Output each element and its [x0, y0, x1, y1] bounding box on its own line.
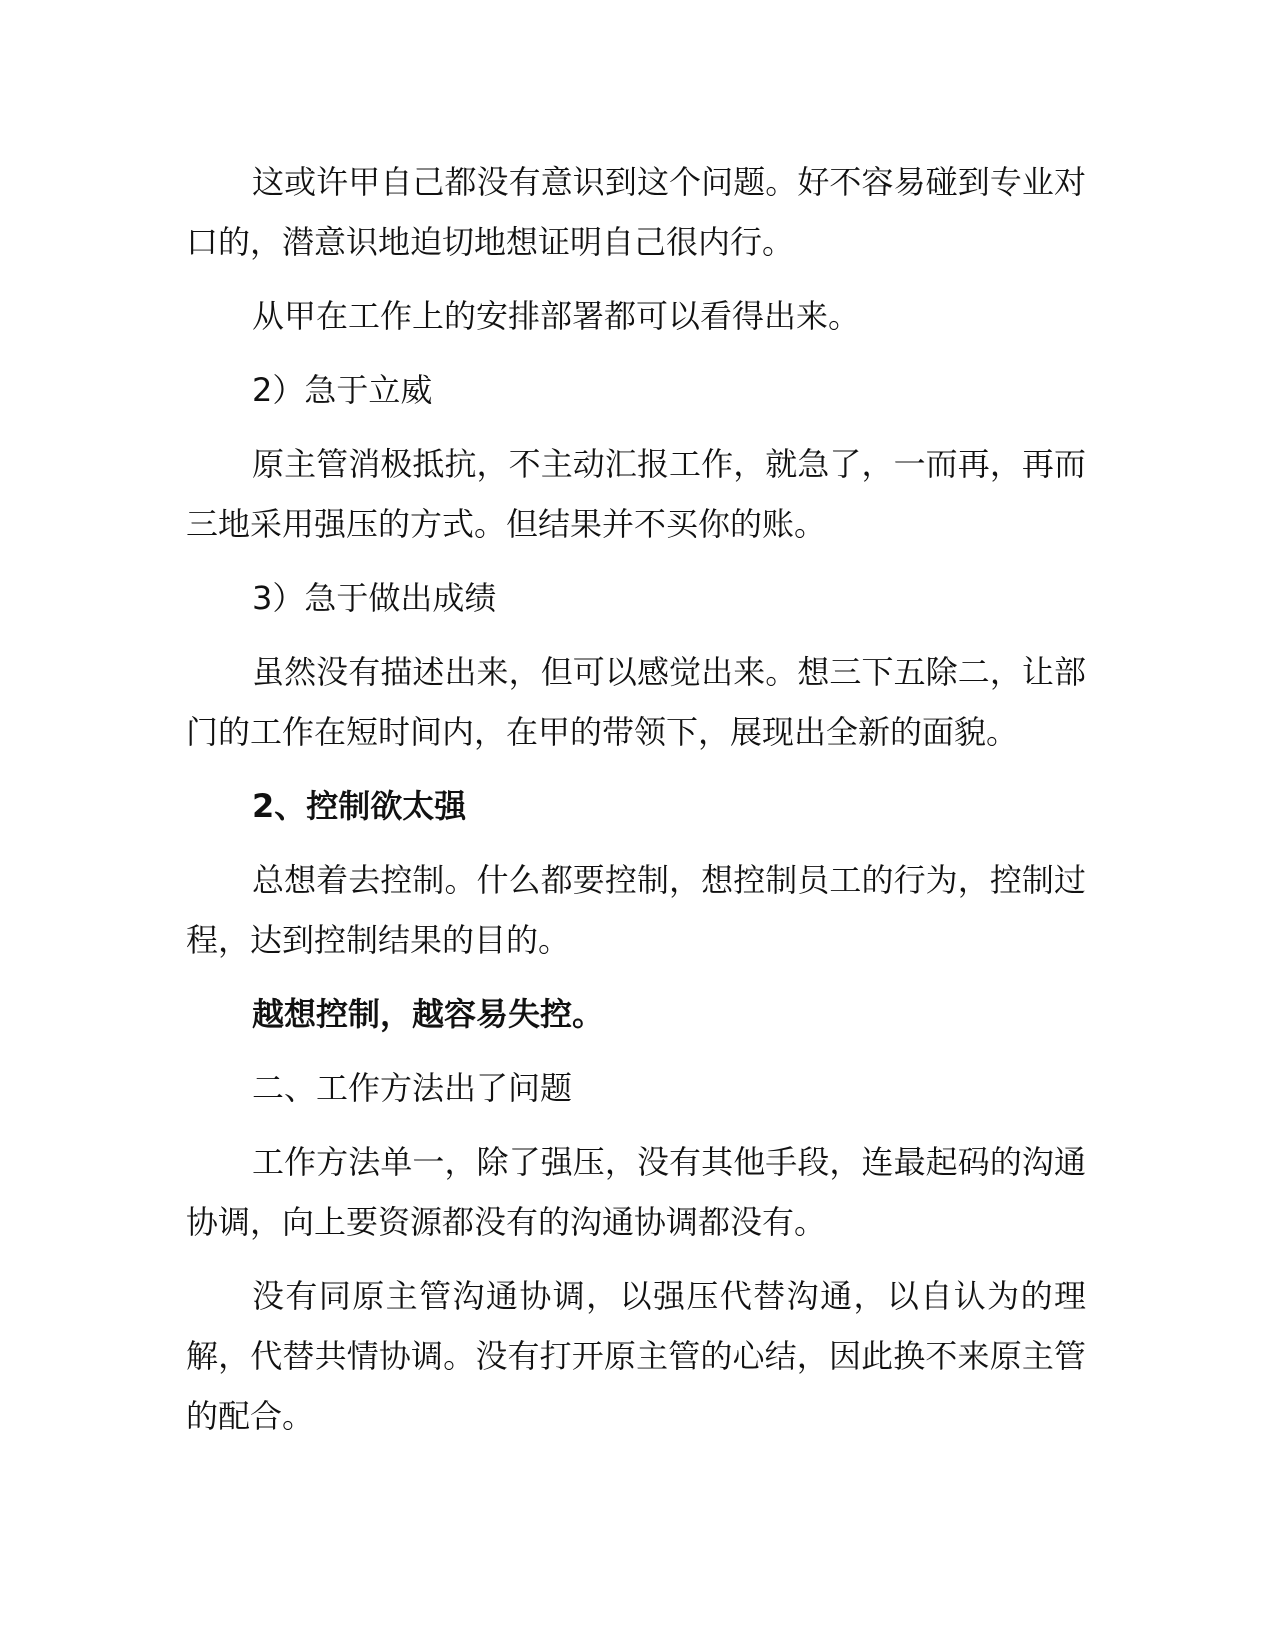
paragraph: 虽然没有描述出来，但可以感觉出来。想三下五除二，让部门的工作在短时间内，在甲的带领下，展现出全新的面貌。: [186, 653, 1086, 751]
section-heading: 二、工作方法出了问题: [252, 1069, 573, 1107]
paragraph: 工作方法单一，除了强压，没有其他手段，连最起码的沟通协调，向上要资源都没有的沟通协调都没有。: [186, 1143, 1086, 1241]
paragraph: 从甲在工作上的安排部署都可以看得出来。: [252, 297, 861, 335]
paragraph: 总想着去控制。什么都要控制，想控制员工的行为，控制过程，达到控制结果的目的。: [186, 861, 1086, 959]
paragraph: 原主管消极抵抗，不主动汇报工作，就急了，一而再，再而三地采用强压的方式。但结果并不买你的账。: [186, 445, 1086, 543]
emphasis-paragraph: 越想控制，越容易失控。: [252, 995, 605, 1033]
paragraph: 这或许甲自己都没有意识到这个问题。好不容易碰到专业对口的，潜意识地迫切地想证明自己很内行。: [186, 163, 1086, 261]
paragraph: 没有同原主管沟通协调，以强压代替沟通，以自认为的理解，代替共情协调。没有打开原主管的心结，因此换不来原主管的配合。: [186, 1277, 1086, 1435]
document-body: [186, 152, 1086, 1460]
section-heading: 2、控制欲太强: [252, 787, 467, 825]
section-heading: 3）急于做出成绩: [252, 579, 497, 617]
section-heading: 2）急于立威: [252, 371, 433, 409]
